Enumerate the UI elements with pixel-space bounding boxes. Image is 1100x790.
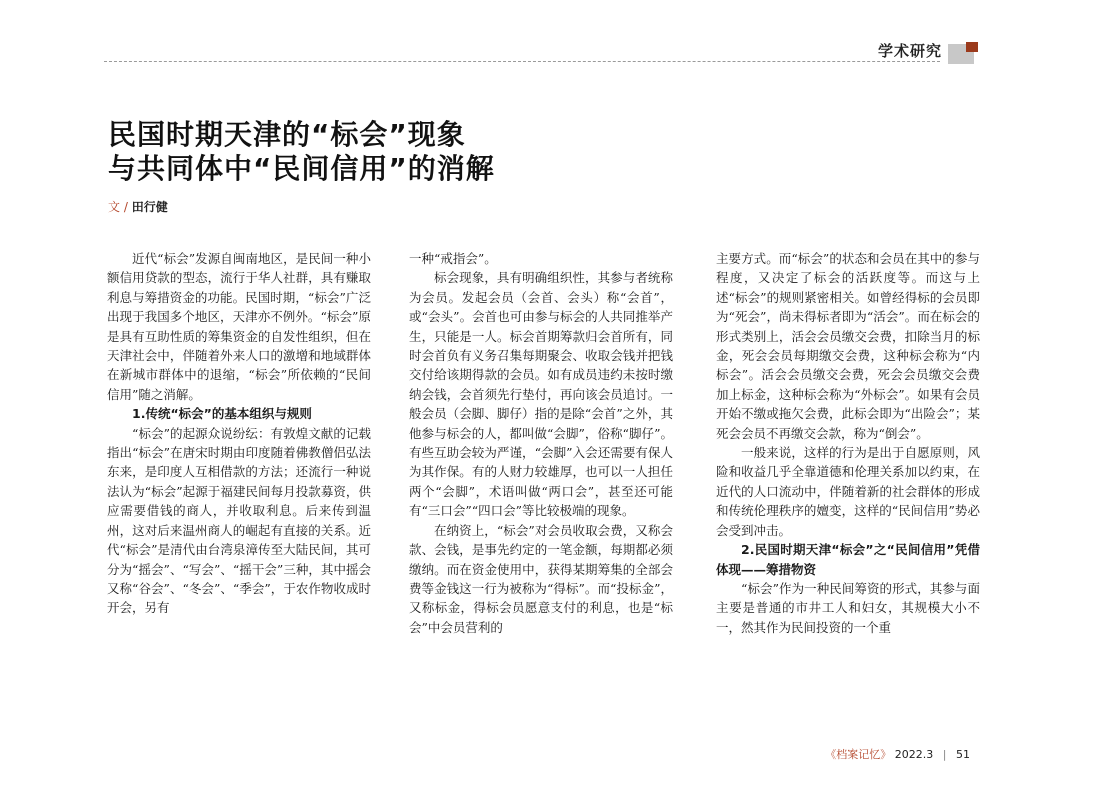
publication-name: 《档案记忆》 [825,748,892,761]
section-tag: 学术研究 [877,42,942,60]
header-rule [104,61,940,62]
text-column-3 [716,249,980,734]
paragraph-continued: 一种“戒指会”。 [409,251,497,266]
text-column-1 [107,249,371,734]
section-heading-1: 1.传统“标会”的基本组织与规则 [132,406,312,422]
paragraph-continued: 主要方式。而“标会”的状态和会员在其中的参与程度，又决定了标会的活跃度等。而这与上述“标会”的规则紧密相关。如曾经得标的会员即为“死会”，尚未得标者即为“活会”。而在标会的形式类别上，活会会员缴交会费，扣除当月的标金，死会会员每期缴交会费，这种标会称为“内标会”。活会会员缴交会费，死会会员缴交会费加上标金，这种标会称为“外标会”。如果有会员开始不缴或拖欠会费，此标会即为“出险会”；某死会会员不再缴交会款，称为“倒会”。 [716,251,980,441]
page-footer [760,746,970,762]
author-name: 田行健 [131,200,168,214]
title-line-1: 民国时期天津的“标会”现象 [108,118,466,151]
section-heading-2: 2.民国时期天津“标会”之“民间信用”凭借体现——筹措物资 [716,542,980,577]
paragraph: “标会”作为一种民间筹资的形式，其参与面主要是普通的市井工人和妇女，其规模大小不一，然其作为民间投资的一个重 [716,580,980,635]
title-line-2: 与共同体中“民间信用”的消解 [108,152,495,185]
page-number: 51 [956,748,970,761]
byline-slash: / [123,200,128,214]
footer-separator: | [942,748,947,761]
paragraph: 一般来说，这样的行为是出于自愿原则，风险和收益几乎全靠道德和伦理关系加以约束，在近代的人口流动中，伴随着新的社会群体的形成和传统伦理秩序的嬗变，这样的“民间信用”势必会受到冲击。 [716,445,980,538]
section-tag-accent [966,42,978,52]
paragraph: “标会”的起源众说纷纭：有敦煌文献的记载指出“标会”在唐宋时期由印度随着佛教僧侣弘法东来，是印度人互相借款的方法；还流行一种说法认为“标会”起源于福建民间每月投款募资，供应需要借钱的商人，并收取利息。后来传到温州，这对后来温州商人的崛起有直接的关系。近代“标会”是清代由台湾泉漳传至大陆民间，其可分为“摇会”、“写会”、“摇干会”三种，其中摇会又称“谷会”、“冬会”、“季会”，于农作物收成时开会，另有 [107,425,371,616]
paragraph: 近代“标会”发源自闽南地区，是民间一种小额信用贷款的型态，流行于华人社群，具有赚取利息与筹措资金的功能。民国时期，“标会”广泛出现于我国多个地区，天津亦不例外。“标会”原是具有互助性质的筹集资金的自发性组织，但在天津社会中，伴随着外来人口的激增和地域群体在新城市群体中的退缩，“标会”所依赖的“民间信用”随之消解。 [107,251,371,402]
paragraph: 在纳资上，“标会”对会员收取会费，又称会款、会钱，是事先约定的一笔金额，每期都必须缴纳。而在资金使用中，获得某期筹集的全部会费等金钱这一行为被称为“得标”。而“投标金”，又称标金，得标会员愿意支付的利息，也是“标会”中会员营利的 [409,522,673,635]
article-title [108,118,808,186]
byline-prefix: 文 [108,200,121,214]
byline [108,198,168,215]
issue-number: 2022.3 [894,748,934,761]
paragraph: 标会现象，具有明确组织性，其参与者统称为会员。发起会员（会首、会头）称“会首”，或“会头”。会首也可由参与标会的人共同推举产生，只能是一人。标会首期筹款归会首所有，同时会首负有义务召集每期聚会、收取会钱并把钱交付给该期得款的会员。如有成员违约未按时缴纳会钱，会首须先行垫付，再向该会员追讨。一般会员（会脚、脚仔）指的是除“会首”之外，其他参与标会的人，都叫做“会脚”，俗称“脚仔”。有些互助会较为严谨，“会脚”入会还需要有保人为其作保。有的人财力较雄厚，也可以一人担任两个“会脚”，术语叫做“两口会”，甚至还可能有“三口会”“四口会”等比较极端的现象。 [409,270,673,519]
text-column-2 [409,249,673,734]
